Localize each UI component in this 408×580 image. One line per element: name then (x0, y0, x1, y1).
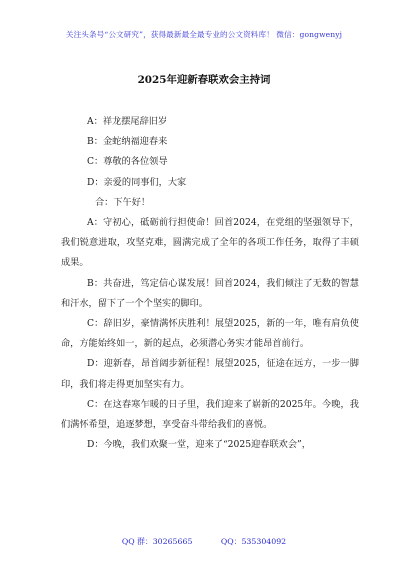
opening-line-d: D：亲爱的同事们，大家 (87, 176, 187, 188)
footer-contact (0, 536, 408, 547)
chorus-line: 合：下午好！ (95, 196, 151, 208)
paragraph-b: B：共奋进，笃定信心谋发展！回首2024，我们倾注了无数的智慧和汗水，留下了一个个坚实的脚印。 (61, 277, 359, 309)
opening-line-a: A：祥龙摆尾辞旧岁 (87, 116, 168, 127)
paragraph-d2: D：今晚，我们欢聚一堂，迎来了“2025迎春联欢会”， (87, 439, 311, 451)
opening-line-c: C：尊敬的各位领导 (87, 156, 168, 168)
document-title: 2025年迎新春联欢会主持词 (137, 74, 271, 86)
paragraph-d: D：迎新春，昂首阔步新征程！展望2025，征途在远方，一步一脚印，我们将走得更加坚实有力。 (61, 358, 359, 390)
paragraph-a: A：守初心，砥砺前行担使命！回首2024，在党组的坚强领导下，我们锐意进取，攻坚克难，圆满完成了全年的各项工作任务，取得了丰硕成果。 (61, 217, 359, 269)
paragraph-c: C：辞旧岁，豪情满怀庆胜利！展望2025，新的一年，唯有肩负使命，方能始终如一，新的起点，必须潜心务实才能昂首前行。 (61, 318, 359, 350)
qq-group-number: QQ 群：30265665 (121, 537, 193, 546)
document-body (61, 112, 359, 455)
paragraph-c2: C：在这春寒乍暖的日子里，我们迎来了崭新的2025年。今晚，我们满怀希望，追逐梦想，享受奋斗带给我们的喜悦。 (61, 398, 359, 431)
opening-line-b: B：金蛇纳福迎春来 (87, 136, 168, 148)
header-promo-note: 关注头条号“公文研究”，获得最新最全最专业的公文资料库！ 微信：gongwenyj (65, 30, 343, 39)
qq-number: QQ：535304092 (220, 537, 287, 546)
